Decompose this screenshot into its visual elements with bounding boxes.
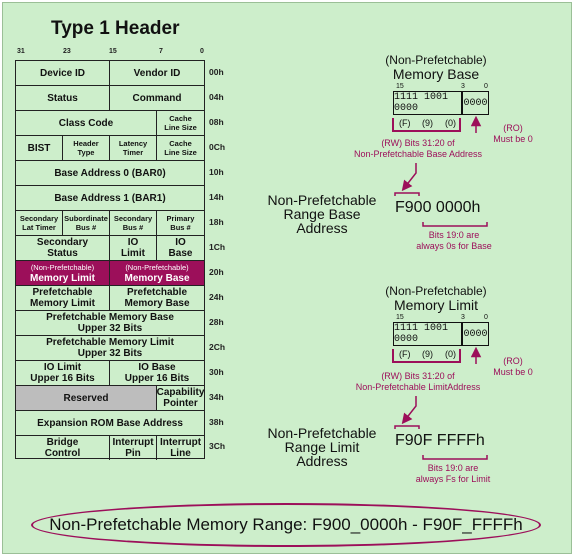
register-field: Reserved <box>16 386 157 410</box>
memory-base-upper-bits: 1111 1001 0000 <box>393 91 463 115</box>
memory-limit-hex-9: (9) <box>422 349 433 359</box>
memory-base-lower-bits: 0000 <box>461 91 489 115</box>
memory-limit-rw-note: (RW) Bits 31:20 of Non-Prefetchable LimitAddress <box>355 371 481 392</box>
memory-limit-bit-15: 15 <box>396 314 404 321</box>
memory-base-ro-note: Must be 0 <box>493 134 533 144</box>
register-offset: 3Ch <box>209 441 226 451</box>
memory-limit-down-arrow <box>405 396 416 420</box>
register-field: IO Limit <box>110 236 157 260</box>
memory-base-low-bracket <box>423 222 487 226</box>
register-field: Secondary Lat Timer <box>16 211 63 235</box>
register-field: Subordinate Bus # <box>63 211 110 235</box>
memory-base-address: F900 0000h <box>395 199 481 216</box>
memory-limit-hex-f: (F) <box>399 349 411 359</box>
register-field: Prefetchable Memory Limit <box>16 286 110 310</box>
register-field: Command <box>132 92 182 104</box>
register-field: BIST <box>16 136 63 160</box>
register-field: Latency Timer <box>110 136 157 160</box>
register-field: Cache Line Size <box>164 114 197 132</box>
memory-base-hex-0: (0) <box>445 118 456 128</box>
register-field: Prefetchable Memory Base <box>124 287 190 309</box>
memory-limit-bracket <box>393 349 460 362</box>
register-field: (Non-Prefetchable) Memory Limit <box>16 261 110 285</box>
register-field: IO Base <box>168 237 193 259</box>
memory-base-range-label: Non-Prefetchable Range Base Address <box>267 192 377 236</box>
register-field: Device ID <box>16 61 110 85</box>
register-field: Class Code <box>16 111 157 135</box>
register-field: Prefetchable Memory Limit Upper 32 Bits <box>46 337 174 359</box>
register-field: Secondary Bus # <box>110 211 157 235</box>
memory-limit-range-label: Non-Prefetchable Range Limit Address <box>267 425 377 469</box>
memory-limit-hex-0: (0) <box>445 349 456 359</box>
register-field: Capability Pointer <box>157 387 204 409</box>
memory-base-bit-15: 15 <box>396 83 404 90</box>
register-offset: 28h <box>209 316 224 327</box>
register-offset: 04h <box>209 91 224 102</box>
memory-base-down-arrow <box>405 163 416 187</box>
register-field: Prefetchable Memory Base Upper 32 Bits <box>46 312 174 334</box>
register-field: (Non-Prefetchable) Memory Base <box>110 261 204 285</box>
memory-base-title: Memory Base <box>392 66 480 82</box>
memory-range-summary: Non-Prefetchable Memory Range: F900_0000h - F90F_FFFFh <box>31 503 541 547</box>
diagram-frame <box>2 2 572 554</box>
register-offset: 20h <box>209 266 224 277</box>
memory-limit-low-bracket <box>423 455 487 459</box>
register-field: Expansion ROM Base Address <box>37 417 183 429</box>
bit-number-23: 23 <box>63 48 71 55</box>
memory-base-ro-label: (RO) <box>503 123 523 133</box>
memory-limit-lower-bits: 0000 <box>461 322 489 346</box>
register-offset: 34h <box>209 391 224 402</box>
register-offset: 38h <box>209 416 224 427</box>
memory-base-bit-0: 0 <box>484 83 488 90</box>
register-field: Header Type <box>63 136 110 160</box>
register-offset: 14h <box>209 191 224 202</box>
register-field: Bridge Control <box>16 436 110 460</box>
register-offset: 2Ch <box>209 341 226 352</box>
register-offset: 08h <box>209 116 224 127</box>
bit-number-31: 31 <box>17 48 25 55</box>
register-offset: 1Ch <box>209 241 226 252</box>
bit-number-7: 7 <box>159 48 163 55</box>
register-offset: 18h <box>209 216 224 227</box>
memory-base-hex-f: (F) <box>399 118 411 128</box>
connector-lines <box>3 3 573 555</box>
memory-limit-upper-bits: 1111 1001 0000 <box>393 322 463 346</box>
memory-limit-qualifier: (Non-Prefetchable) <box>385 284 487 298</box>
memory-limit-ro-label: (RO) <box>503 356 523 366</box>
header-title: Type 1 Header <box>51 18 180 39</box>
register-field: Status <box>16 86 110 110</box>
memory-base-hex-9: (9) <box>422 118 433 128</box>
memory-base-rw-note: (RW) Bits 31:20 of Non-Prefetchable Base Address <box>353 138 483 159</box>
register-offset: 00h <box>209 66 224 77</box>
memory-limit-low-note: Bits 19:0 are always Fs for Limit <box>415 463 491 484</box>
register-field: Base Address 1 (BAR1) <box>54 192 166 204</box>
memory-limit-address-bracket <box>395 426 419 429</box>
register-field: Cache Line Size <box>164 139 197 157</box>
register-offset: 30h <box>209 366 224 377</box>
bit-number-0: 0 <box>200 48 204 55</box>
memory-base-low-note: Bits 19:0 are always 0s for Base <box>416 230 492 251</box>
memory-base-bracket <box>393 118 460 131</box>
register-field: Interrupt Pin <box>110 436 157 460</box>
memory-base-bit-3: 3 <box>461 83 465 90</box>
register-field: Secondary Status <box>16 236 110 260</box>
memory-limit-bit-3: 3 <box>461 314 465 321</box>
bit-number-15: 15 <box>109 48 117 55</box>
memory-limit-ro-note: Must be 0 <box>493 367 533 377</box>
register-field: Interrupt Line <box>159 437 202 459</box>
register-field: Base Address 0 (BAR0) <box>54 167 166 179</box>
memory-limit-title: Memory Limit <box>393 297 478 313</box>
register-offset: 24h <box>209 291 224 302</box>
memory-base-address-bracket <box>395 193 419 196</box>
register-offset: 10h <box>209 166 224 177</box>
register-field: IO Limit Upper 16 Bits <box>16 361 110 385</box>
memory-base-qualifier: (Non-Prefetchable) <box>385 53 487 67</box>
register-offset: 0Ch <box>209 141 226 152</box>
register-field: Vendor ID <box>133 67 181 79</box>
register-field: IO Base Upper 16 Bits <box>124 362 190 384</box>
memory-limit-bit-0: 0 <box>484 314 488 321</box>
register-field: Primary Bus # <box>166 214 195 232</box>
memory-limit-address: F90F FFFFh <box>395 432 485 449</box>
